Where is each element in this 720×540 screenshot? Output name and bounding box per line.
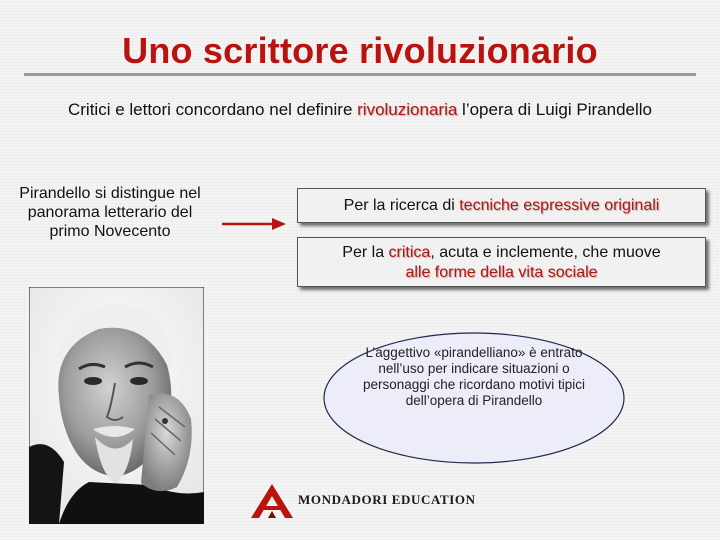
reason-2-text-b: , acuta e inclemente, che muove xyxy=(430,244,661,261)
definition-text: L’aggettivo «pirandelliano» è entrato nell’uso per indicare situazioni o personaggi che ricordano motivi tipici dell’opera di Pirandello xyxy=(362,345,586,408)
definition-ellipse xyxy=(322,331,626,466)
intro-text-before: Critici e lettori concordano nel definire xyxy=(67,100,358,119)
title-divider xyxy=(24,73,696,76)
reason-2-text-a: Per la xyxy=(342,244,389,261)
reason-box-techniques xyxy=(297,188,706,223)
reason-2-highlight-b: alle forme della vita sociale xyxy=(405,264,598,281)
intro-sentence xyxy=(0,100,720,120)
reason-box-criticism xyxy=(297,237,706,287)
publisher-logo-icon xyxy=(251,484,293,518)
right-arrow-icon xyxy=(222,216,286,232)
publisher-name: MONDADORI EDUCATION xyxy=(298,492,476,507)
intro-highlight: rivoluzionaria xyxy=(357,100,458,119)
intro-text-after: l’opera di Luigi Pirandello xyxy=(457,100,652,119)
pirandello-portrait xyxy=(29,287,204,524)
reason-1-highlight: tecniche espressive originali xyxy=(459,197,660,214)
slide-title: Uno scrittore rivoluzionario xyxy=(122,30,598,71)
left-statement: Pirandello si distingue nel panorama letterario del primo Novecento xyxy=(19,185,201,240)
reason-2-highlight-a: critica xyxy=(388,244,431,261)
reason-1-text: Per la ricerca di xyxy=(343,197,460,214)
